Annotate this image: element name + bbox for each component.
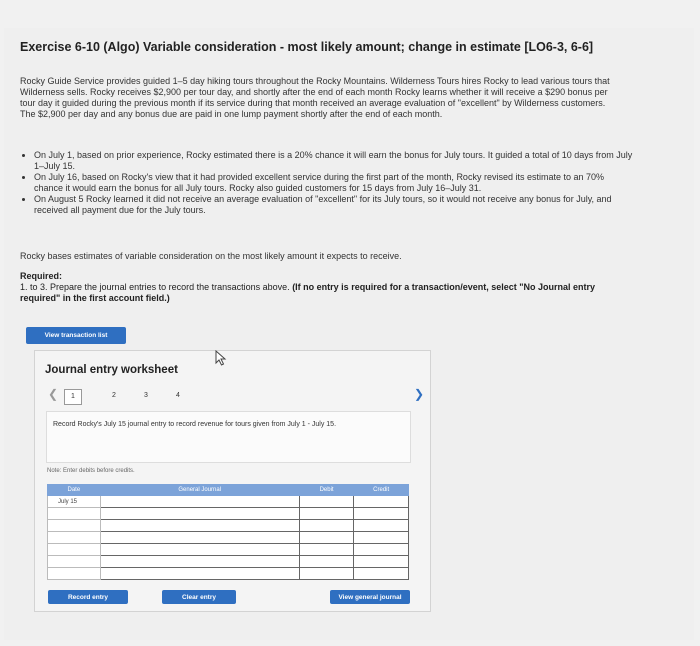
debits-note: Note: Enter debits before credits. (47, 468, 135, 474)
credit-input[interactable] (354, 496, 409, 508)
date-cell: July 15 (48, 496, 101, 508)
instruction-box (46, 411, 411, 463)
date-cell (48, 508, 101, 520)
credit-input[interactable] (354, 508, 409, 520)
table-row (48, 508, 409, 520)
table-row (48, 544, 409, 556)
table-row (48, 532, 409, 544)
credit-input[interactable] (354, 544, 409, 556)
fact-item: • On July 1, based on prior experience, Rocky estimated there is a 20% chance it will earn the bonus for July tours. It guided a total of 10 days from July 1–July 15. (34, 150, 634, 171)
date-cell (48, 556, 101, 568)
page-tab-1[interactable]: 1 (64, 389, 82, 405)
page-tab-2[interactable]: 2 (112, 392, 116, 399)
table-row (48, 568, 409, 580)
date-column-header: Date (48, 485, 101, 496)
view-general-journal-button[interactable]: View general journal (330, 590, 410, 604)
date-cell (48, 544, 101, 556)
credit-column-header: Credit (354, 485, 409, 496)
required-text (20, 282, 620, 304)
account-select[interactable] (100, 496, 299, 508)
fact-item: • On July 16, based on Rocky's view that it had provided excellent service during the first part of the month, Rocky revised its estimate to an 70% chance it would earn the bonus for all July tours. Rocky also guided customers for 15 days from July 16–July 31. (34, 172, 634, 193)
required-instruction: 1. to 3. Prepare the journal entries to record the transactions above. (20, 282, 290, 292)
account-select[interactable] (100, 544, 299, 556)
general-journal-column-header: General Journal (100, 485, 299, 496)
exercise-title: Exercise 6-10 (Algo) Variable consideration - most likely amount; change in estimate [LO6-3, 6-6] (20, 40, 594, 54)
credit-input[interactable] (354, 556, 409, 568)
facts-list (20, 150, 634, 216)
debit-input[interactable] (299, 508, 354, 520)
instruction-text: Record Rocky's July 15 journal entry to record revenue for tours given from July 1 - July 15. (53, 421, 337, 428)
account-select[interactable] (100, 556, 299, 568)
table-row (48, 496, 409, 508)
debit-column-header: Debit (299, 485, 354, 496)
debit-input[interactable] (299, 544, 354, 556)
journal-table (47, 484, 409, 580)
table-row (48, 520, 409, 532)
estimate-basis-text: Rocky bases estimates of variable consideration on the most likely amount it expects to receive. (20, 251, 402, 261)
fact-item: • On August 5 Rocky learned it did not receive an average evaluation of "excellent" for its July tours, so it would not receive any bonus for July, and received all payment due for the July tours. (34, 194, 634, 215)
date-cell (48, 520, 101, 532)
exercise-intro: Rocky Guide Service provides guided 1–5 day hiking tours throughout the Rocky Mountains. Wilderness Tours hires Rocky to lead various tours that Wilderness sells. Rocky receives $2,900 per tour day, and shortly after the end of each month Rocky learns whether it will receive a $290 bonus per tour day it guided during the previous month if its service during that month received an average evaluation of "excellent" by Wilderness customers. The $2,900 per day and any bonus due are paid in one lump payment shortly after the end of each month. (20, 76, 610, 119)
account-select[interactable] (100, 508, 299, 520)
debit-input[interactable] (299, 532, 354, 544)
debit-input[interactable] (299, 496, 354, 508)
credit-input[interactable] (354, 532, 409, 544)
date-cell (48, 532, 101, 544)
date-cell (48, 568, 101, 580)
page-tab-3[interactable]: 3 (144, 392, 148, 399)
required-label: Required: (20, 271, 63, 281)
worksheet-pager (42, 387, 424, 403)
credit-input[interactable] (354, 520, 409, 532)
view-transaction-list-button[interactable]: View transaction list (26, 327, 126, 344)
required-bold-note: (If no entry is required for a transaction/event, select "No Journal entry required" in the first account field.) (20, 282, 596, 303)
table-row (48, 556, 409, 568)
account-select[interactable] (100, 568, 299, 580)
debit-input[interactable] (299, 556, 354, 568)
credit-input[interactable] (354, 568, 409, 580)
page-tab-4[interactable]: 4 (176, 392, 180, 399)
record-entry-button[interactable]: Record entry (48, 590, 128, 604)
journal-header-row (48, 485, 409, 496)
account-select[interactable] (100, 520, 299, 532)
mouse-cursor-icon (214, 350, 228, 366)
clear-entry-button[interactable]: Clear entry (162, 590, 236, 604)
next-page-icon[interactable]: ❯ (413, 387, 424, 401)
previous-page-icon[interactable]: ❮ (48, 387, 59, 401)
debit-input[interactable] (299, 520, 354, 532)
worksheet-title: Journal entry worksheet (45, 364, 178, 376)
account-select[interactable] (100, 532, 299, 544)
debit-input[interactable] (299, 568, 354, 580)
